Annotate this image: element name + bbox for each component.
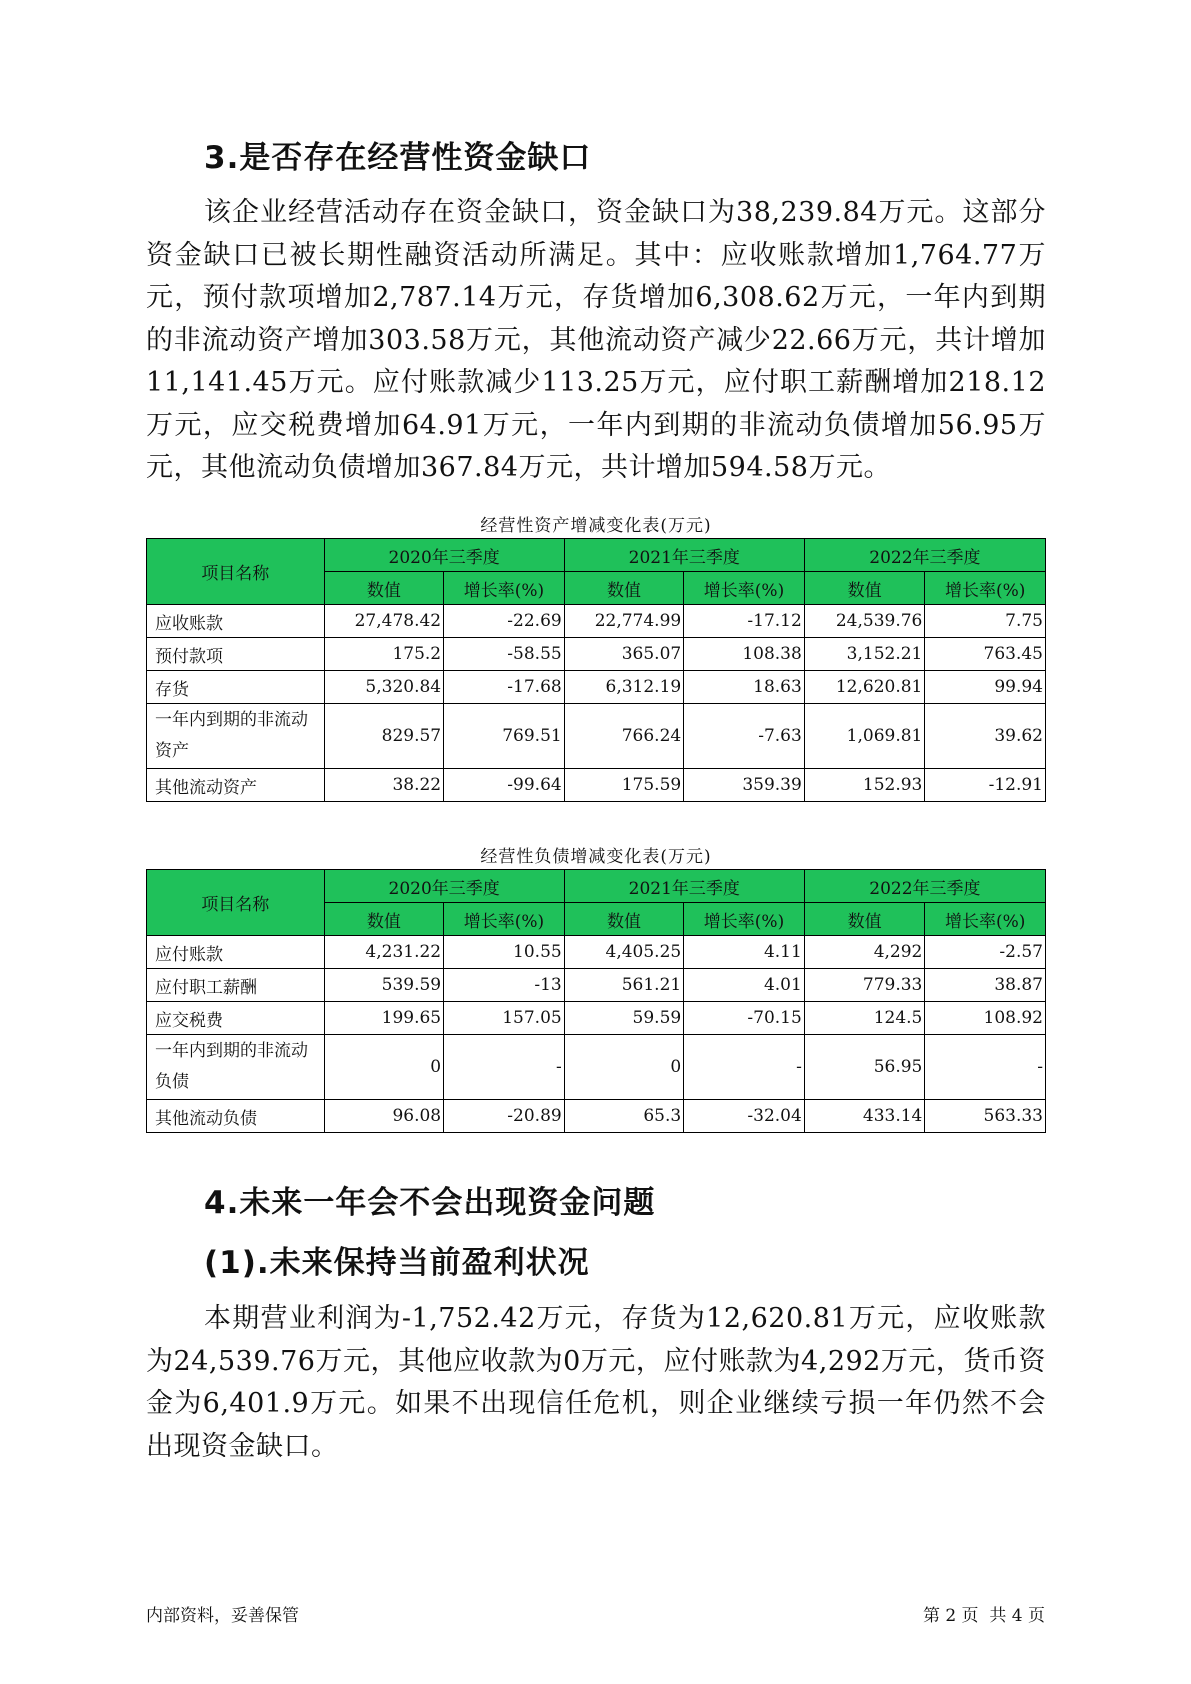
table-row xyxy=(147,638,1046,671)
cell-value: 124.5 xyxy=(804,1002,925,1035)
table-row xyxy=(147,1035,1046,1100)
header-value: 数值 xyxy=(804,572,925,605)
header-value: 数值 xyxy=(564,572,684,605)
cell-growth: 10.55 xyxy=(444,936,565,969)
header-period: 2020年三季度 xyxy=(324,870,564,903)
cell-value: 56.95 xyxy=(804,1035,925,1100)
row-name: 其他流动负债 xyxy=(147,1100,325,1133)
header-growth: 增长率(%) xyxy=(684,572,805,605)
cell-growth: -13 xyxy=(444,969,565,1002)
cell-value: 1,069.81 xyxy=(804,704,925,769)
cell-value: 12,620.81 xyxy=(804,671,925,704)
table-row xyxy=(147,605,1046,638)
asset-table-caption: 经营性资产增减变化表(万元) xyxy=(480,516,712,536)
cell-growth: - xyxy=(925,1035,1046,1100)
cell-growth: 38.87 xyxy=(925,969,1046,1002)
cell-growth: -22.69 xyxy=(444,605,565,638)
cell-value: 561.21 xyxy=(564,969,684,1002)
cell-growth: -70.15 xyxy=(684,1002,805,1035)
table-row xyxy=(147,1100,1046,1133)
cell-growth: - xyxy=(684,1035,805,1100)
cell-growth: 4.11 xyxy=(684,936,805,969)
header-growth: 增长率(%) xyxy=(444,572,565,605)
cell-growth: -7.63 xyxy=(684,704,805,769)
footer-confidential-note: 内部资料，妥善保管 xyxy=(146,1606,299,1626)
cell-growth: 763.45 xyxy=(925,638,1046,671)
cell-value: 5,320.84 xyxy=(324,671,444,704)
section-4-paragraph: 本期营业利润为-1,752.42万元，存货为12,620.81万元，应收账款为24,539.76万元，其他应收款为0万元，应付账款为4,292万元，货币资金为6,401.9万元。如果不出现信任危机，则企业继续亏损一年仍然不会出现资金缺口。 xyxy=(146,1303,1046,1462)
footer-page-number: 第 2 页 共 4 页 xyxy=(922,1606,1045,1626)
cell-value: 539.59 xyxy=(324,969,444,1002)
row-name: 一年内到期的非流动资产 xyxy=(147,704,325,769)
cell-value: 3,152.21 xyxy=(804,638,925,671)
header-period: 2022年三季度 xyxy=(804,539,1045,572)
cell-value: 24,539.76 xyxy=(804,605,925,638)
row-name: 应交税费 xyxy=(147,1002,325,1035)
cell-value: 199.65 xyxy=(324,1002,444,1035)
cell-growth: 359.39 xyxy=(684,769,805,802)
row-name: 其他流动资产 xyxy=(147,769,325,802)
header-value: 数值 xyxy=(564,903,684,936)
header-growth: 增长率(%) xyxy=(925,903,1046,936)
asset-change-table xyxy=(146,538,1046,802)
cell-value: 433.14 xyxy=(804,1100,925,1133)
header-growth: 增长率(%) xyxy=(684,903,805,936)
row-name: 一年内到期的非流动负债 xyxy=(147,1035,325,1100)
cell-growth: 563.33 xyxy=(925,1100,1046,1133)
cell-value: 4,405.25 xyxy=(564,936,684,969)
row-name: 应收账款 xyxy=(147,605,325,638)
cell-growth: 108.38 xyxy=(684,638,805,671)
row-name: 应付账款 xyxy=(147,936,325,969)
liability-table-caption: 经营性负债增减变化表(万元) xyxy=(480,847,712,867)
cell-growth: -17.68 xyxy=(444,671,565,704)
header-growth: 增长率(%) xyxy=(444,903,565,936)
cell-growth: 108.92 xyxy=(925,1002,1046,1035)
cell-growth: 4.01 xyxy=(684,969,805,1002)
cell-growth: 769.51 xyxy=(444,704,565,769)
cell-growth: -58.55 xyxy=(444,638,565,671)
cell-growth: -99.64 xyxy=(444,769,565,802)
cell-value: 766.24 xyxy=(564,704,684,769)
cell-value: 152.93 xyxy=(804,769,925,802)
table-row xyxy=(147,671,1046,704)
section-3-heading: 3.是否存在经营性资金缺口 xyxy=(204,140,592,176)
cell-growth: -12.91 xyxy=(925,769,1046,802)
cell-value: 27,478.42 xyxy=(324,605,444,638)
table-row xyxy=(147,704,1046,769)
header-value: 数值 xyxy=(804,903,925,936)
cell-value: 0 xyxy=(324,1035,444,1100)
section-4-heading: 4.未来一年会不会出现资金问题 xyxy=(204,1185,656,1221)
liability-change-table xyxy=(146,869,1046,1133)
cell-growth: 18.63 xyxy=(684,671,805,704)
header-value: 数值 xyxy=(324,903,444,936)
cell-growth: -17.12 xyxy=(684,605,805,638)
cell-value: 175.2 xyxy=(324,638,444,671)
section-4-subheading: (1).未来保持当前盈利状况 xyxy=(204,1245,590,1281)
header-period: 2021年三季度 xyxy=(564,539,804,572)
table-row xyxy=(147,769,1046,802)
row-name: 应付职工薪酬 xyxy=(147,969,325,1002)
cell-value: 365.07 xyxy=(564,638,684,671)
cell-value: 4,292 xyxy=(804,936,925,969)
cell-value: 59.59 xyxy=(564,1002,684,1035)
header-item-name: 项目名称 xyxy=(147,870,325,936)
header-period: 2022年三季度 xyxy=(804,870,1045,903)
table-row xyxy=(147,936,1046,969)
cell-value: 96.08 xyxy=(324,1100,444,1133)
cell-growth: -32.04 xyxy=(684,1100,805,1133)
header-period: 2020年三季度 xyxy=(324,539,564,572)
row-name: 预付款项 xyxy=(147,638,325,671)
cell-value: 779.33 xyxy=(804,969,925,1002)
cell-value: 38.22 xyxy=(324,769,444,802)
header-growth: 增长率(%) xyxy=(925,572,1046,605)
header-item-name: 项目名称 xyxy=(147,539,325,605)
header-period: 2021年三季度 xyxy=(564,870,804,903)
cell-growth: -20.89 xyxy=(444,1100,565,1133)
cell-value: 175.59 xyxy=(564,769,684,802)
cell-growth: 157.05 xyxy=(444,1002,565,1035)
section-3-paragraph: 该企业经营活动存在资金缺口，资金缺口为38,239.84万元。这部分资金缺口已被长期性融资活动所满足。其中：应收账款增加1,764.77万元，预付款项增加2,787.14万元，存货增加6,308.62万元，一年内到期的非流动资产增加303.58万元，其他流动资产减少22.66万元，共计增加11,141.45万元。应付账款减少113.25万元，应付职工薪酬增加218.12万元，应交税费增加64.91万元，一年内到期的非流动负债增加56.95万元，其他流动负债增加367.84万元，共计增加594.58万元。 xyxy=(146,197,1046,483)
cell-value: 829.57 xyxy=(324,704,444,769)
cell-growth: 7.75 xyxy=(925,605,1046,638)
cell-value: 65.3 xyxy=(564,1100,684,1133)
row-name: 存货 xyxy=(147,671,325,704)
cell-value: 4,231.22 xyxy=(324,936,444,969)
cell-growth: -2.57 xyxy=(925,936,1046,969)
table-row xyxy=(147,1002,1046,1035)
cell-value: 6,312.19 xyxy=(564,671,684,704)
cell-growth: 99.94 xyxy=(925,671,1046,704)
cell-growth: 39.62 xyxy=(925,704,1046,769)
cell-value: 0 xyxy=(564,1035,684,1100)
table-row xyxy=(147,969,1046,1002)
header-value: 数值 xyxy=(324,572,444,605)
cell-value: 22,774.99 xyxy=(564,605,684,638)
cell-growth: - xyxy=(444,1035,565,1100)
